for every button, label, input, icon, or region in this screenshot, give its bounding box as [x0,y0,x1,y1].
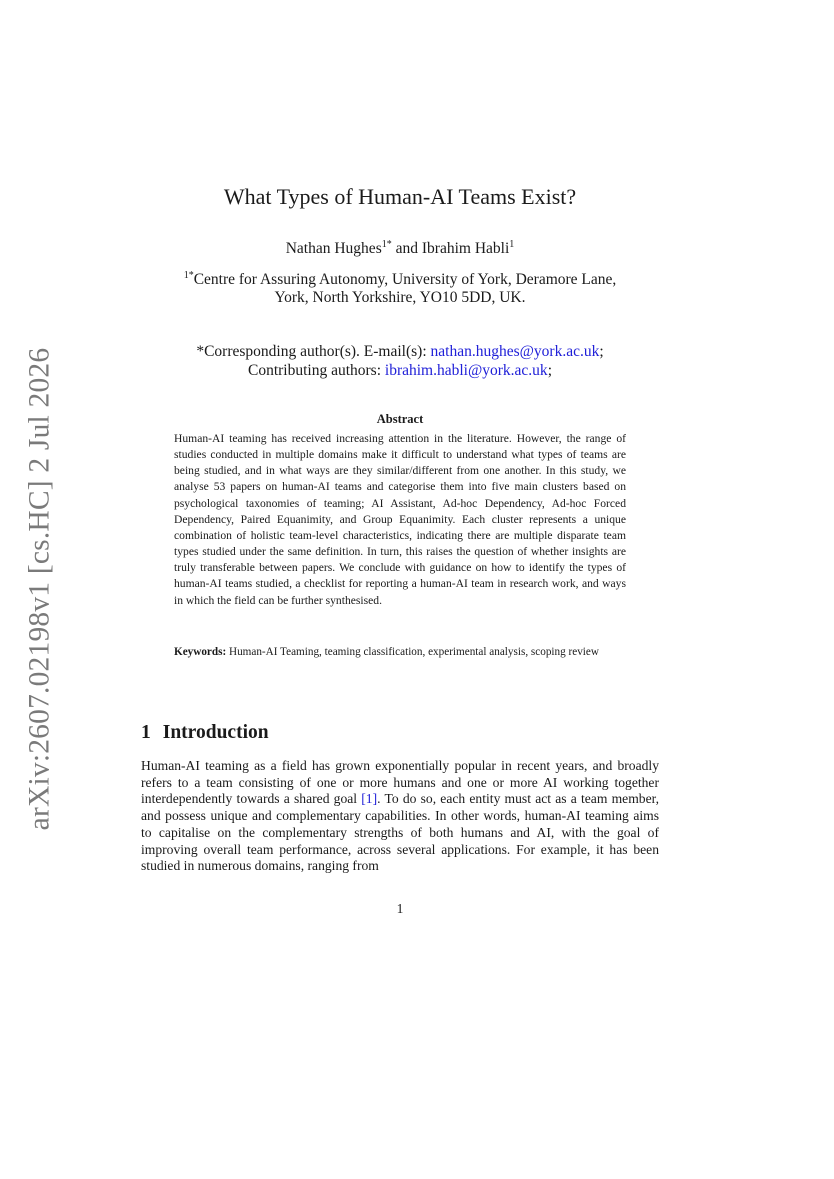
intro-text: Human-AI teaming as a field has grown exponentially popular in recent years, and broadly refers to a team consisting of one or more humans and one or more AI working together interdependently towards a shared goal [141,758,659,807]
contributing-email-link[interactable]: ibrahim.habli@york.ac.uk [384,362,548,379]
keywords-label: Keywords: [174,646,227,658]
page-number: 1 [396,901,404,916]
punctuation: ; [599,343,604,360]
punctuation: ; [547,362,552,379]
citation-link[interactable]: [1] [361,791,378,807]
abstract-heading: Abstract [376,412,424,426]
corresponding-email-link[interactable]: nathan.hughes@york.ac.uk [430,343,600,360]
affiliation-line: Centre for Assuring Autonomy, University of York, Deramore Lane, [193,271,617,288]
author-name: Nathan Hughes [285,240,382,257]
author-affiliation-mark: 1 [509,239,515,250]
author-conjunction: and [391,240,422,257]
corresponding-label: *Corresponding author(s). E-mail(s): [196,343,431,360]
correspondence-block [0,342,800,380]
contributing-label: Contributing authors: [247,362,385,379]
author-list [0,240,800,258]
section-heading-introduction [141,722,269,744]
author-name: Ibrahim Habli [421,240,510,257]
affiliation-mark: 1* [183,270,194,281]
section-number: 1 [141,722,151,743]
affiliation-line: York, North Yorkshire, YO10 5DD, UK. [274,289,526,306]
paper-title: What Types of Human-AI Teams Exist? [223,184,577,209]
keywords [174,645,626,660]
affiliation [0,271,800,307]
abstract-text: Human-AI teaming has received increasing attention in the literature. However, the range of studies conducted in multiple domains make it difficult to understand what types of teams are being studied, and in what ways are they similar/different from one another. In this study, we analyse 53 papers on human-AI teams and categorise them into five main clusters based on psychological taxonomies of teaming; AI Assistant, Ad-hoc Dependency, Ad-hoc Forced Dependency, Paired Equanimity, and Group Equanimity. Each cluster represents a unique combination of holistic team-level characteristics, indicating there are multiple disparate team types studied under the same definition. In turn, this raises the question of whether insights are truly transferable between papers. We conclude with guidance on how to identify the types of human-AI teams studied, a checklist for reporting a human-AI team in research work, and ways in which the field can be further synthesised. [174,432,626,607]
author-affiliation-mark: 1* [381,239,392,250]
introduction-paragraph [141,758,659,875]
keywords-text: Human-AI Teaming, teaming classification, experimental analysis, scoping review [226,646,599,658]
arxiv-identifier: arXiv:2607.02198v1 [cs.HC] 2 Jul 2026 [23,347,56,830]
intro-text: . To do so, each entity must act as a team member, and possess unique and complementary capabilities. In other words, human-AI teaming aims to capitalise on the complementary strengths of both humans and AI, with the goal of improving overall team performance, across several applications. For example, it has been studied in numerous domains, ranging from [141,791,659,874]
section-title: Introduction [162,722,269,743]
